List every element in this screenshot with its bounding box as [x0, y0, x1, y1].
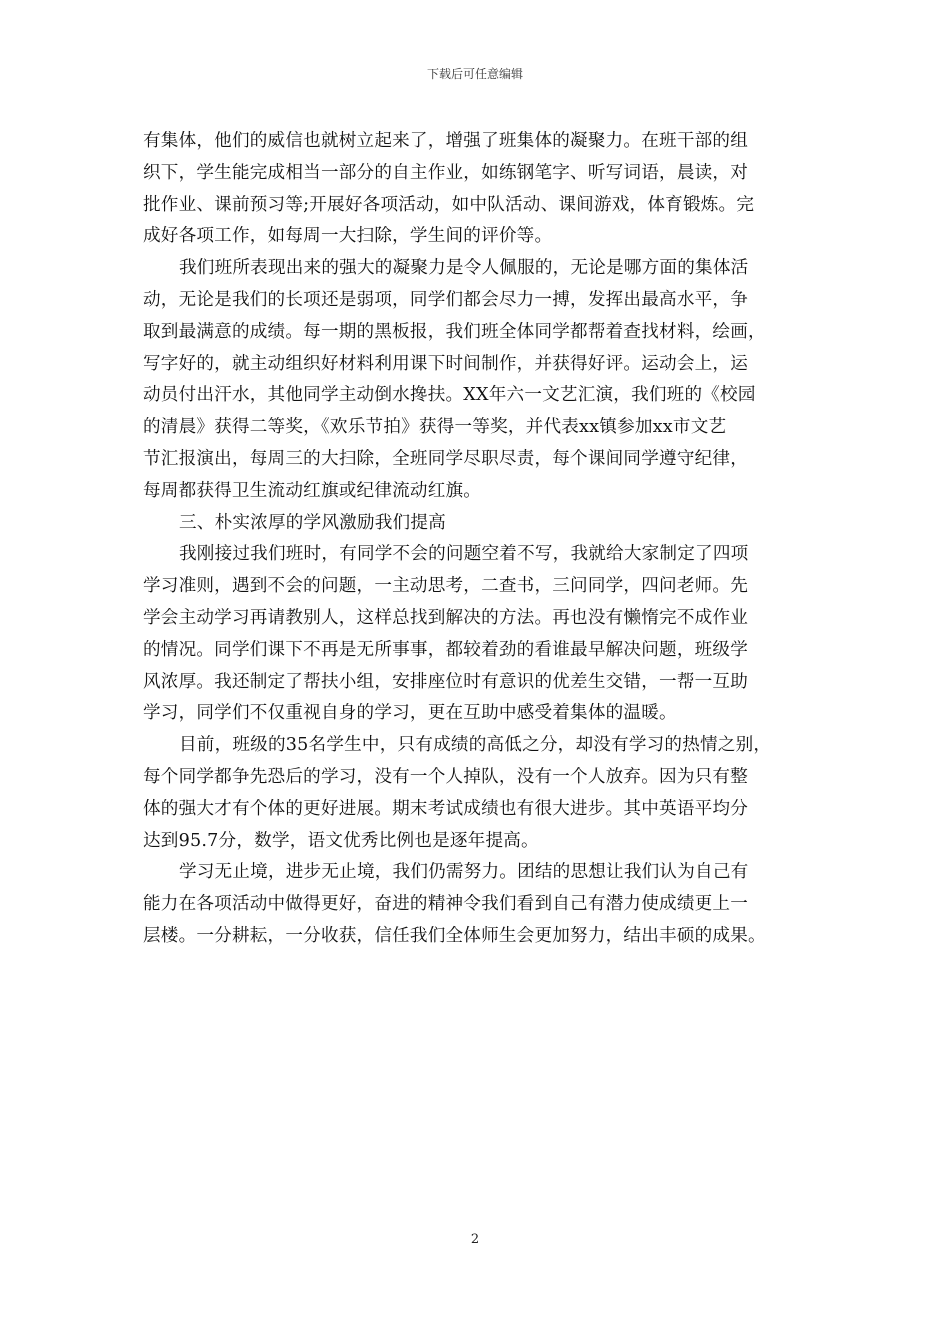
- paragraph-line: 动员付出汗水，其他同学主动倒水搀扶。XX年六一文艺汇演，我们班的《校园: [143, 385, 756, 406]
- paragraph-line: 每周都获得卫生流动红旗或纪律流动红旗。: [143, 480, 482, 501]
- paragraph-line: 学习，同学们不仅重视自身的学习，更在互助中感受着集体的温暖。: [143, 703, 677, 724]
- paragraph-line: 动，无论是我们的长项还是弱项，同学们都会尽力一搏，发挥出最高水平，争: [143, 289, 748, 310]
- paragraph-line: 目前，班级的35名学生中，只有成绩的高低之分，却没有学习的热情之别，: [179, 735, 772, 756]
- paragraph-line: 的情况。同学们课下不再是无所事事，都较着劲的看谁最早解决问题，班级学: [143, 639, 748, 660]
- paragraph-line: 能力在各项活动中做得更好，奋进的精神令我们看到自己有潜力使成绩更上一: [143, 894, 748, 915]
- document-body: [143, 126, 813, 953]
- paragraph-line: 写字好的，就主动组织好材料利用课下时间制作，并获得好评。运动会上，运: [143, 353, 748, 374]
- paragraph-line: 批作业、课前预习等;开展好各项活动，如中队活动、课间游戏，体育锻炼。完: [143, 194, 755, 215]
- paragraph-line: 有集体，他们的威信也就树立起来了，增强了班集体的凝聚力。在班干部的组: [143, 131, 748, 151]
- paragraph-line: 我们班所表现出来的强大的凝聚力是令人佩服的，无论是哪方面的集体活: [179, 258, 749, 279]
- paragraph-line: 学会主动学习再请教别人，这样总找到解决的方法。再也没有懒惰完不成作业: [143, 607, 748, 628]
- section-heading: 三、朴实浓厚的学风激励我们提高: [179, 512, 446, 533]
- page-header: 下载后可任意编辑: [426, 67, 523, 81]
- paragraph-line: 织下，学生能完成相当一部分的自主作业，如练钢笔字、听写词语，晨读，对: [143, 162, 748, 183]
- paragraph-line: 学习准则，遇到不会的问题，一主动思考，二查书，三问同学，四问老师。先: [143, 576, 748, 597]
- paragraph-line: 达到95.7分，数学，语文优秀比例也是逐年提高。: [143, 830, 539, 851]
- paragraph-line: 学习无止境，进步无止境，我们仍需努力。团结的思想让我们认为自己有: [179, 862, 749, 883]
- paragraph-line: 取到最满意的成绩。每一期的黑板报，我们班全体同学都帮着查找材料，绘画，: [143, 321, 766, 342]
- paragraph-line: 每个同学都争先恐后的学习，没有一个人掉队，没有一个人放弃。因为只有整: [143, 766, 748, 787]
- paragraph-line: 体的强大才有个体的更好进展。期末考试成绩也有很大进步。其中英语平均分: [143, 798, 748, 819]
- paragraph-line: 节汇报演出，每周三的大扫除，全班同学尽职尽责，每个课间同学遵守纪律，: [143, 448, 748, 469]
- page-number: 2: [470, 1232, 480, 1247]
- paragraph-line: 我刚接过我们班时，有同学不会的问题空着不写，我就给大家制定了四项: [179, 544, 749, 565]
- paragraph-line: 成好各项工作，如每周一大扫除，学生间的评价等。: [143, 226, 553, 247]
- paragraph-line: 层楼。一分耕耘，一分收获，信任我们全体师生会更加努力，结出丰硕的成果。: [143, 925, 766, 946]
- paragraph-line: 的清晨》获得二等奖，《欢乐节拍》获得一等奖，并代表xx镇参加xx市文艺: [143, 417, 727, 438]
- paragraph-line: 风浓厚。我还制定了帮扶小组，安排座位时有意识的优差生交错，一帮一互助: [143, 671, 748, 692]
